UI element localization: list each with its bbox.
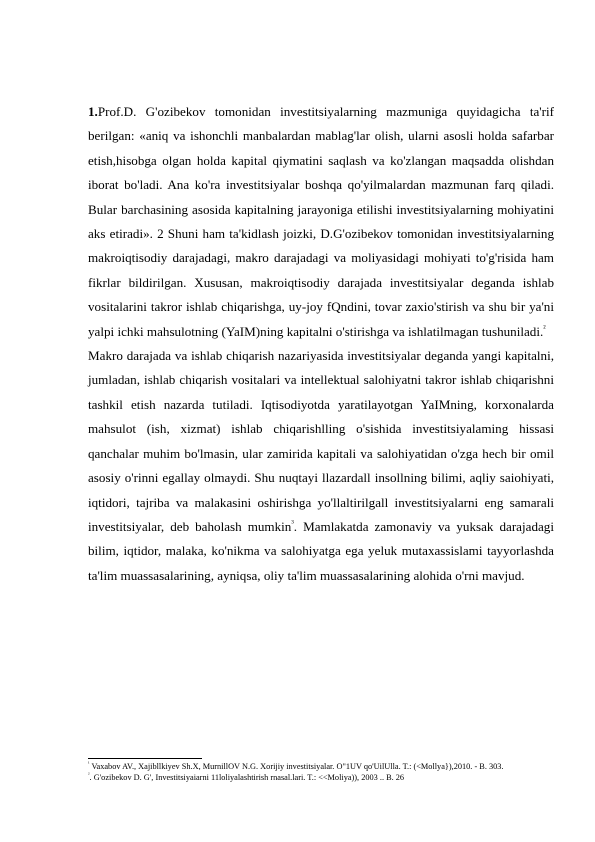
paragraph-2 bbox=[88, 344, 554, 588]
footnote-separator bbox=[88, 758, 202, 759]
paragraph-2-text: Makro darajada va ishlab chiqarish nazariyasida investitsiyalar deganda yangi kapitalni, jumladan, ishlab chiqarish vositalari va intellektual salohiyatni takror ishlab chiqarishni tashkil etish nazarda tutiladi. Iqtisodiyotda yaratilayotgan YaIMning, korxonalarda mahsulot (ish, xizmat) ishlab chiqarishlling o'sishida investitsiyalaming hissasi qanchalar muhim bo'lmasin, ular zamirida kapitali va salohiyatidan o'zga hech bir omil asosiy o'rinni egallay olmaydi. Shu nuqtayi llazardall insollning bilimi, aqliy saiohiyati, iqtidori, tajriba va malakasini oshirishga yo'llaltirilgall investitsiyalarni eng samarali investitsiyalar, deb baholash mumkin bbox=[88, 348, 554, 534]
footnote-2 bbox=[88, 773, 554, 784]
paragraph-1 bbox=[88, 100, 554, 344]
paragraph-1-text: Prof.D. G'ozibekov tomonidan investitsiyalarning mazmuniga quyidagicha ta'rif berilgan: «aniq va ishonchli manbalardan mablag'lar olish, ularni asosli holda safarbar etish,hisobga olgan holda kapital qiymatini saqlash va ko'zlangan maqsadda olishdan iborat bo'ladi. Ana ko'ra investitsiyalar boshqa qo'yilmalardan mazmunan farq qiladi. Bular barchasining asosida kapitalning jarayoniga etilishi investitsiyalarning mohiyatini aks etiradi». 2 Shuni ham ta'kidlash joizki, D.G'ozibekov tomonidan investitsiyalarning makroiqtisodiy darajadagi, makro darajadagi va moliyasidagi mohiyati to'g'risida ham fikrlar bildirilgan. Xususan, makroiqtisodiy darajada investitsiyalar deganda ishlab vositalarini takror ishlab chiqarishga, uy-joy fQndini, tovar zaxio'stirish va shu bir ya'ni yalpi ichki mahsulotning (YaIM)ning kapitalni o'stirishga va ishlatilmagan tushuniladi. bbox=[88, 104, 554, 339]
footnote-2-text: . G'ozibekov D. G', Investitsiyaiarni 11loliyalashtirish rnasal.lari. T.: <<Moliya)), 2003 .. B. 26 bbox=[89, 772, 405, 782]
paragraph-number: 1. bbox=[88, 104, 98, 119]
main-text bbox=[88, 100, 554, 588]
footnote-reference: ³ bbox=[291, 518, 294, 528]
paragraph-2-continuation: . Mamlakatda zamonaviy va yuksak darajadagi bilim, iqtidor, malaka, ko'nikma va salohiyatga ega yeluk mutaxassislami tayyorlashda ta'lim muassasalarining, ayniqsa, oliy ta'lim muassasalarining alohida o'rni mavjud. bbox=[88, 518, 554, 583]
footnotes bbox=[88, 758, 554, 783]
footnote-marker: ² bbox=[88, 771, 90, 778]
footnote-1 bbox=[88, 762, 554, 773]
footnote-reference: ² bbox=[543, 323, 546, 333]
footnote-1-text: Vaxabov AV., Xajibllkiyev Sh.X, MurnillOV N.G. Xorijiy investitsiyalar. O"1UV qo'UilUlla. T.: (<Mollya}),2010. - B. 303. bbox=[89, 762, 504, 771]
footnote-marker: ¹ bbox=[88, 761, 90, 768]
